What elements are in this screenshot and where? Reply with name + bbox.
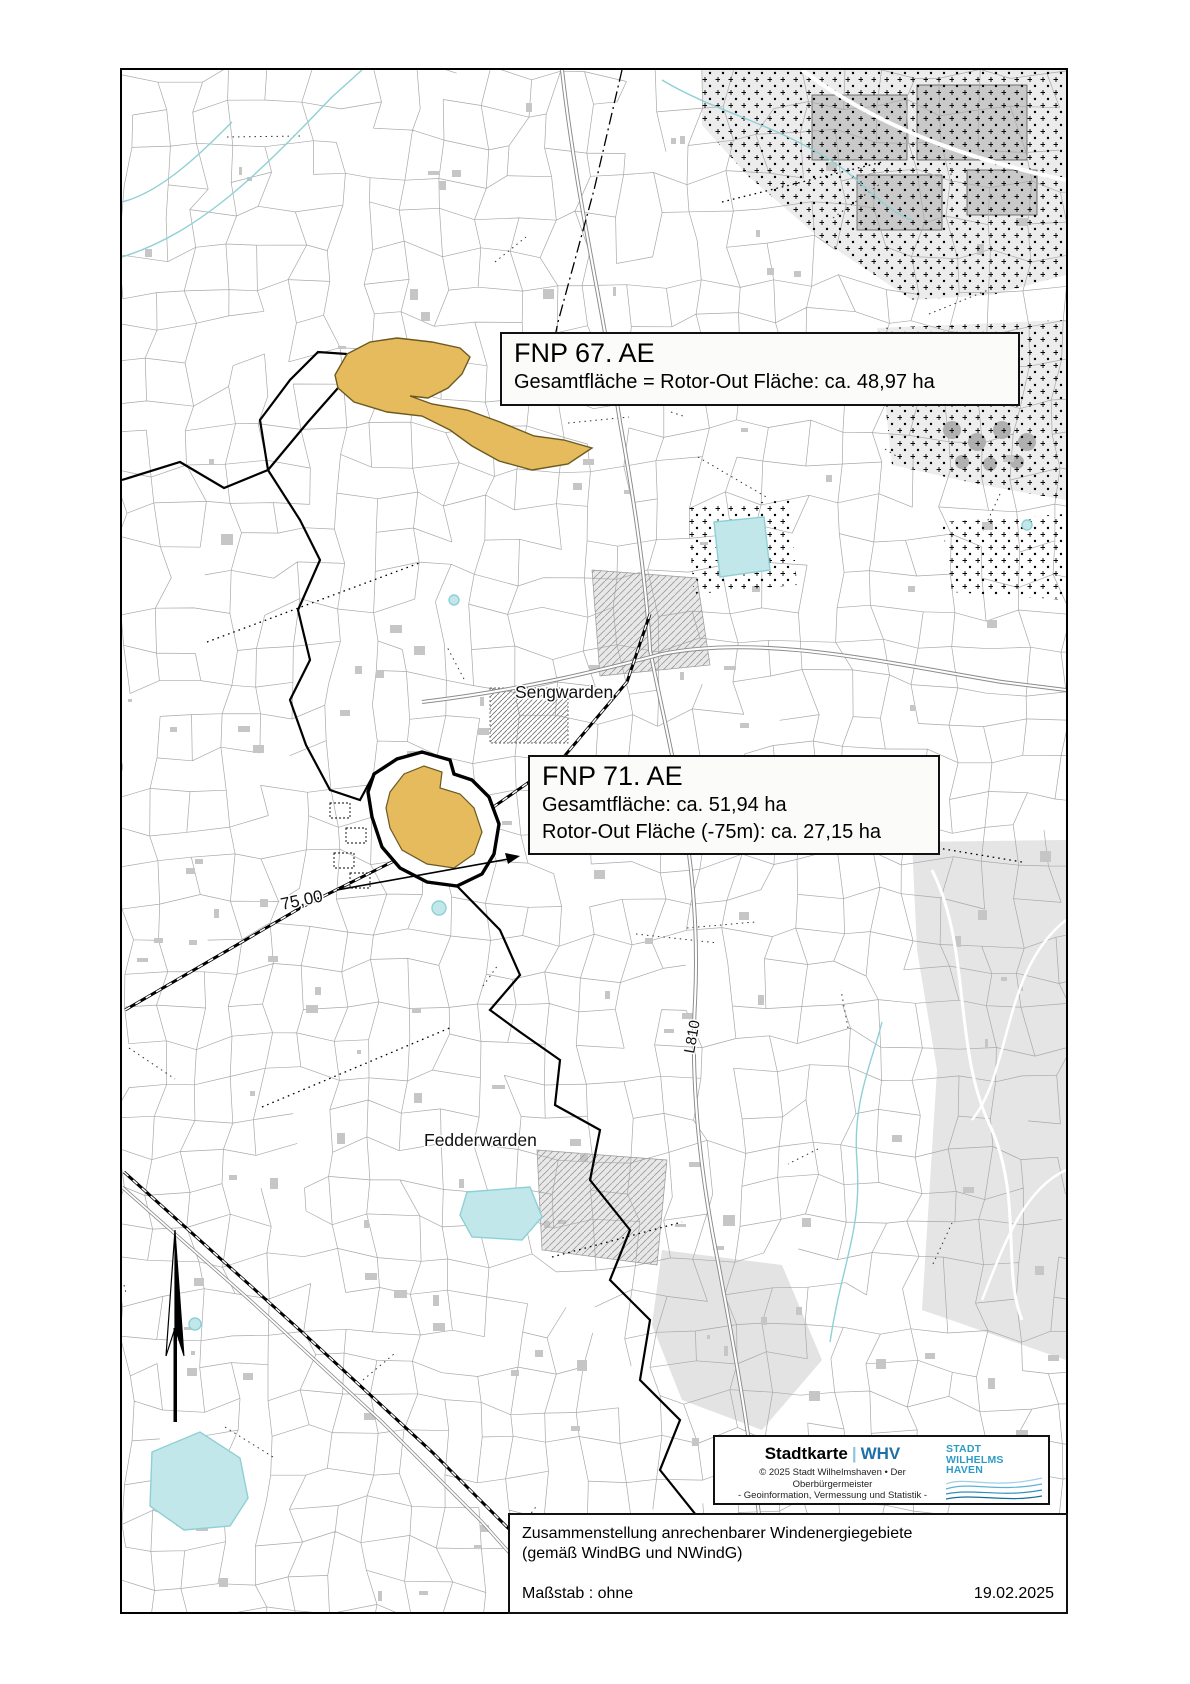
logo-waves-icon (946, 1476, 1042, 1502)
sheet-title-line1: Zusammenstellung anrechenbarer Windenergiegebiete (522, 1525, 913, 1542)
department-line: - Geoinformation, Vermessung und Statistik - (737, 1490, 928, 1501)
attribution-text (723, 1444, 942, 1500)
title-block (508, 1513, 1068, 1614)
fnp71-area-line1: Gesamtfläche: ca. 51,94 ha (542, 794, 787, 817)
label-road-l810: L810 (681, 1018, 704, 1055)
fnp67-annotation-box (500, 332, 1020, 406)
brand-name: Stadtkarte (764, 1444, 848, 1463)
scale-label: Maßstab : ohne (522, 1585, 634, 1602)
label-sengwarden: Sengwarden (515, 682, 614, 702)
label-measurement: 75,00 (278, 886, 325, 914)
brand-separator: | (851, 1444, 857, 1463)
fnp71-title: FNP 71. AE (542, 761, 683, 791)
wind-area-fnp71 (368, 752, 499, 886)
logo-line2: WILHELMS (946, 1453, 1004, 1466)
logo-line3: HAVEN (946, 1464, 983, 1476)
brand-suffix: WHV (860, 1444, 901, 1463)
fnp71-area-line2: Rotor-Out Fläche (-75m): ca. 27,15 ha (542, 820, 882, 843)
stadtkarte-brand (723, 1444, 942, 1464)
label-fedderwarden: Fedderwarden (424, 1130, 537, 1150)
sheet-title-line2: (gemäß WindBG und NWindG) (522, 1545, 743, 1563)
north-arrow-icon (166, 1230, 184, 1422)
date-label: 19.02.2025 (973, 1585, 1054, 1602)
logo-line1: STADT (946, 1443, 982, 1455)
fnp67-title: FNP 67. AE (514, 338, 655, 368)
whv-city-logo (946, 1444, 1042, 1500)
fnp71-annotation-box (528, 755, 940, 855)
fnp67-area-line: Gesamtfläche = Rotor-Out Fläche: ca. 48,97 ha (514, 371, 935, 394)
attribution-box (713, 1435, 1050, 1505)
copyright-line: © 2025 Stadt Wilhelmshaven • Der Oberbürgermeister (759, 1467, 906, 1490)
